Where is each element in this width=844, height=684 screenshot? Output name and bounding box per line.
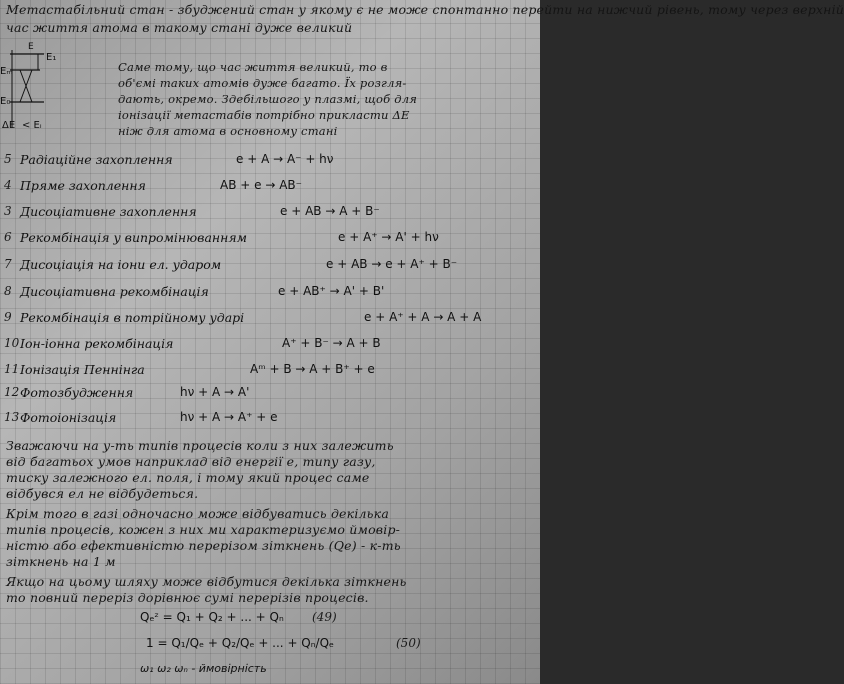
process-name: Дисоціативне захоплення [20,204,197,219]
process-number: 9 [4,310,12,324]
process-equation: AB + e → AB⁻ [220,178,302,192]
process-name: Пряме захоплення [20,178,146,193]
process-equation: e + AB → e + A⁺ + B⁻ [326,257,458,271]
process-number: 12 [4,385,20,399]
diagram-label-e0: E₀ [0,96,11,107]
process-number: 10 [4,336,20,350]
process-name: Фотоіонізація [20,410,117,425]
probability-note: ω₁ ω₂ ωₙ - ймовірність [140,662,267,675]
process-number: 8 [4,284,12,298]
equation-50: 1 = Q₁/Qₑ + Q₂/Qₑ + ... + Qₙ/Qₑ [146,636,335,650]
equation-49-number: (49) [312,610,337,624]
process-equation: hν + A → A⁺ + e [180,410,278,424]
process-name: Дисоціація на іони ел. ударом [20,257,222,272]
process-number: 5 [4,152,12,166]
side-line-1: Саме тому, що час життя великий, то в [118,60,388,74]
paragraph-1-line: від багатьох умов наприклад від енергії е, типу газу, [6,454,376,469]
paragraph-2-line: типів процесів, кожен з них ми характеризуємо ймовір- [6,522,401,537]
process-number: 11 [4,362,20,376]
diagram-label-em: Eₘ [0,66,13,77]
paragraph-2-line: Крім того в газі одночасно може відбуватись декілька [6,506,390,521]
process-number: 6 [4,230,12,244]
equation-50-number: (50) [396,636,421,650]
process-equation: e + A⁺ + A → A + A [364,310,482,324]
process-name: Радіаційне захоплення [20,152,173,167]
side-line-3: дають, окремо. Здебільшого у плазмі, щоб для [118,92,418,106]
process-name: Дисоціативна рекомбінація [20,284,209,299]
diagram-label-de: ΔE [2,120,16,131]
process-equation: Aᵐ + B → A + B⁺ + e [250,362,375,376]
intro-line-2: час життя атома в такому стані дуже великий [6,20,353,35]
process-number: 13 [4,410,20,424]
diagram-label-e: E [28,42,34,52]
process-name: Іон-іонна рекомбінація [20,336,174,351]
paragraph-2-line: зіткнень на 1 м [6,554,116,569]
process-equation: A⁺ + B⁻ → A + B [282,336,381,350]
process-number: 3 [4,204,12,218]
process-number: 7 [4,257,12,271]
diagram-label-e1: E₁ [46,52,57,63]
paragraph-1-line: відбувся ел не відбудеться. [6,486,199,501]
process-name: Рекомбінація в потрійному ударі [20,310,245,325]
paragraph-1-line: тиску залежного ел. поля, і тому який процес саме [6,470,370,485]
process-name: Іонізація Пеннінга [20,362,145,377]
side-line-4: іонізації метастабів потрібно прикласти ΔE [118,108,410,122]
side-line-5: ніж для атома в основному стані [118,124,338,138]
paragraph-3-line: Якщо на цьому шляху може відбутися декілька зіткнень [6,574,407,589]
process-name: Рекомбінація у випромінюванням [20,230,248,245]
process-equation: e + AB⁺ → A' + B' [278,284,385,298]
process-equation: e + AB → A + B⁻ [280,204,380,218]
equation-49: Qₑᶻ = Q₁ + Q₂ + ... + Qₙ [140,610,284,624]
paragraph-3-line: то повний переріз дорівнює сумі перерізів процесів. [6,590,369,605]
process-number: 4 [4,178,12,192]
paragraph-1-line: Зважаючи на у-ть типів процесів коли з них залежить [6,438,394,453]
process-name: Фотозбудження [20,385,134,400]
intro-line-1: Метастабільний стан - збуджений стан у якому є не може спонтанно перейти на нижчий рівень, тому через верхній [6,2,844,17]
process-equation: e + A⁺ → A' + hν [338,230,439,244]
diagram-label-ei: < Eᵢ [22,120,42,131]
paragraph-2-line: ністю або ефективністю перерізом зіткнень (Qe) - к-ть [6,538,401,553]
process-equation: hν + A → A' [180,385,250,399]
process-equation: e + A → A⁻ + hν [236,152,334,166]
side-line-2: об'ємі таких атомів дуже багато. Їх розгля- [118,76,407,90]
